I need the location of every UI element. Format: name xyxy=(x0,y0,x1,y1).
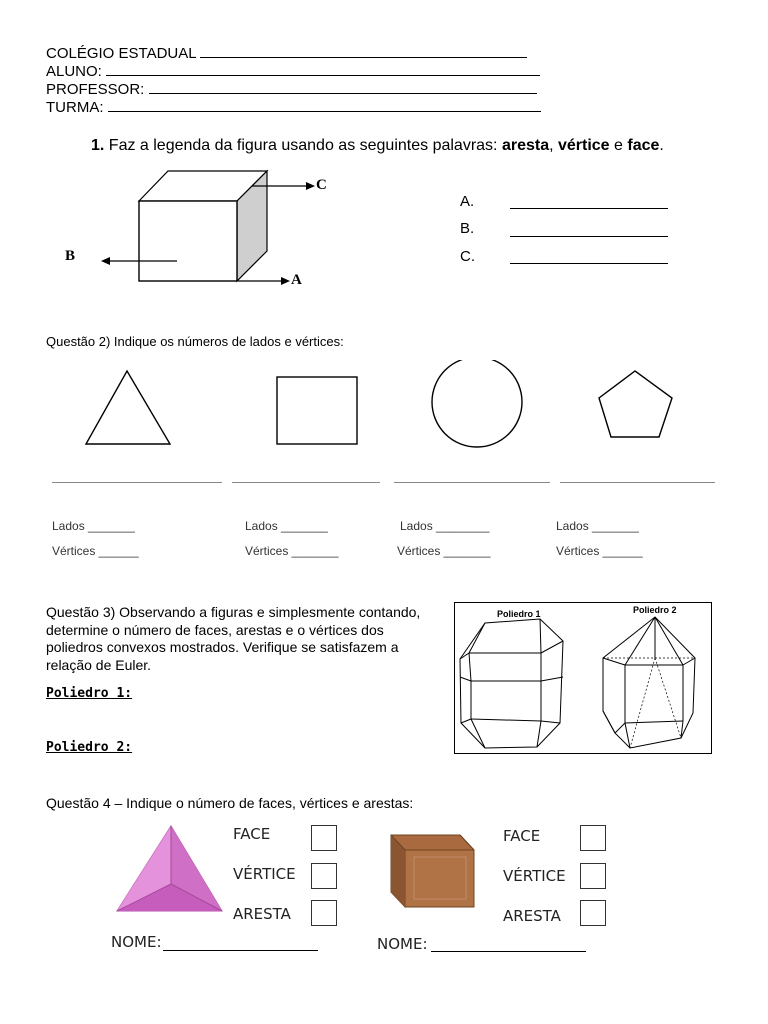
tetra-edge-label: ARESTA xyxy=(233,905,291,923)
q3-text: Questão 3) Observando a figuras e simplesmente contando, determine o número de faces, arestas e o vértices dos poliedros convexos mostrados. Verifique se satisfazem a relação de Euler. xyxy=(46,604,421,673)
tetra-name-blank[interactable] xyxy=(163,950,318,951)
answer-line-4[interactable] xyxy=(560,482,715,483)
teacher-blank[interactable] xyxy=(149,80,537,94)
teacher-label: PROFESSOR: xyxy=(46,81,149,98)
tetra-name-label: NOME: xyxy=(111,933,162,951)
q1-instruction xyxy=(91,137,664,155)
answer-line-2[interactable] xyxy=(232,482,380,483)
q1-word-aresta: aresta xyxy=(501,137,550,154)
sides-count-triangle: Lados _______ xyxy=(52,519,135,533)
q1-number: 1. xyxy=(91,137,105,154)
tetra-edge-box[interactable] xyxy=(311,900,337,926)
sides-count-circle: Lados ________ xyxy=(400,519,490,533)
polyhedra-image xyxy=(454,602,712,754)
fig-label-a: A xyxy=(291,272,302,288)
circle-shape xyxy=(432,360,522,447)
tetra-face-box[interactable] xyxy=(311,825,337,851)
student-label: ALUNO: xyxy=(46,63,107,80)
cube-vertex-label: VÉRTICE xyxy=(503,867,566,885)
polyhedron-2-label: Poliedro 2: xyxy=(46,740,133,755)
tetra-vertex-box[interactable] xyxy=(311,863,337,889)
q1-word-vertice: vértice xyxy=(557,137,610,154)
class-line xyxy=(46,98,541,117)
q2-title: Questão 2) Indique os números de lados e vértices: xyxy=(46,334,344,349)
class-blank[interactable] xyxy=(108,98,541,112)
answer-line-3[interactable] xyxy=(394,482,550,483)
answer-b-blank[interactable] xyxy=(510,236,668,237)
school-blank[interactable] xyxy=(200,44,527,58)
tetrahedron-figure xyxy=(114,822,226,914)
q1-word-face: face xyxy=(627,137,660,154)
class-label: TURMA: xyxy=(46,99,108,116)
answer-c-label: C. xyxy=(460,248,475,265)
image-label-p1: Poliedro 1 xyxy=(497,609,541,619)
fig-label-c: C xyxy=(316,177,327,193)
cube-name-blank[interactable] xyxy=(431,951,586,952)
answer-c-blank[interactable] xyxy=(510,263,668,264)
cube-name-label: NOME: xyxy=(377,935,428,953)
q1-sep2: e xyxy=(609,137,628,154)
shapes-row xyxy=(80,360,720,455)
cube-vertex-box[interactable] xyxy=(580,863,606,889)
school-line xyxy=(46,44,527,63)
vertices-count-pentagon: Vértices ______ xyxy=(556,544,643,558)
vertices-count-square: Vértices _______ xyxy=(245,544,339,558)
teacher-line xyxy=(46,80,537,99)
answer-line-1[interactable] xyxy=(52,482,222,483)
sides-count-square: Lados _______ xyxy=(245,519,328,533)
cube-edge-box[interactable] xyxy=(580,900,606,926)
triangle-shape xyxy=(86,371,170,444)
vertices-count-triangle: Vértices ______ xyxy=(52,544,139,558)
square-shape xyxy=(277,377,357,444)
cube-figure-brown xyxy=(388,830,480,910)
pentagon-shape xyxy=(599,371,672,437)
sides-count-pentagon: Lados _______ xyxy=(556,519,639,533)
polyhedra-drawing xyxy=(455,603,711,753)
tetra-vertex-label: VÉRTICE xyxy=(233,865,296,883)
cube-edge-label: ARESTA xyxy=(503,907,561,925)
cube-face-box[interactable] xyxy=(580,825,606,851)
student-blank[interactable] xyxy=(106,62,540,76)
q4-title: Questão 4 – Indique o número de faces, vértices e arestas: xyxy=(46,795,414,811)
image-label-p2: Poliedro 2 xyxy=(633,605,677,615)
q1-sep1: , xyxy=(549,137,558,154)
answer-a-blank[interactable] xyxy=(510,208,668,209)
q1-text: Faz a legenda da figura usando as seguintes palavras: xyxy=(104,137,502,154)
q1-end: . xyxy=(659,137,664,154)
cube-face-label: FACE xyxy=(503,827,541,845)
student-line xyxy=(46,62,540,81)
tetra-face-label: FACE xyxy=(233,825,271,843)
fig-label-b: B xyxy=(65,248,76,264)
answer-a-label: A. xyxy=(460,193,475,210)
vertices-count-circle: Vértices _______ xyxy=(397,544,491,558)
polyhedron-1-label: Poliedro 1: xyxy=(46,686,133,701)
school-label: COLÉGIO ESTADUAL xyxy=(46,45,201,62)
answer-b-label: B. xyxy=(460,220,475,237)
